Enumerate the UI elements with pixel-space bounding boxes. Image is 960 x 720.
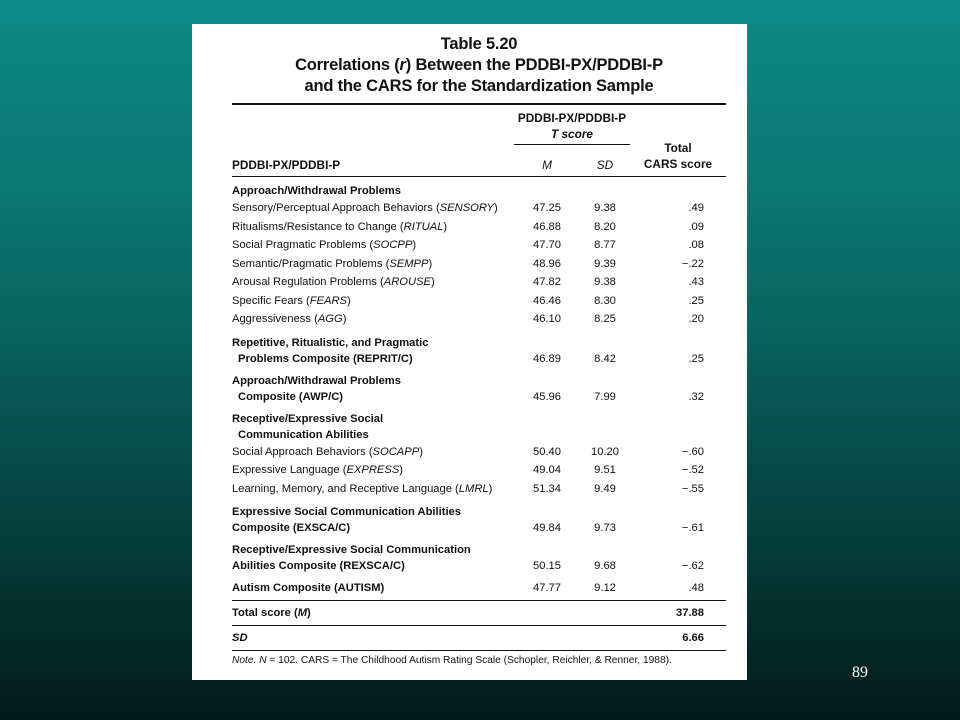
table-body (232, 177, 726, 596)
mean-value: 47.70 (533, 239, 561, 251)
column-header-table (232, 142, 726, 174)
correlation-value: .32 (688, 390, 704, 403)
row-label: Learning, Memory, and Receptive Language (LMRL) (232, 482, 493, 495)
sd-value: 6.66 (682, 632, 704, 644)
correlation-value: −.62 (681, 560, 704, 572)
totals-table (232, 601, 726, 625)
sd-value: 10.20 (591, 445, 619, 458)
table-container (232, 34, 726, 666)
correlation-value: .20 (688, 313, 704, 325)
composite-label: Expressive Social Communication Abilities (232, 506, 461, 518)
mean-value: 50.15 (533, 560, 561, 572)
sd-value: 9.73 (594, 522, 616, 534)
sd-value: 9.39 (594, 257, 616, 270)
correlation-value: −.55 (681, 482, 704, 495)
col-header-m: M (542, 157, 552, 172)
section-heading: Approach/Withdrawal Problems (232, 185, 401, 197)
composite-row (232, 373, 726, 389)
composite-label: Composite (EXSCA/C) (232, 522, 351, 534)
sd-value: 9.49 (594, 482, 616, 495)
correlation-value: .43 (688, 276, 704, 288)
sd-value: 9.68 (594, 560, 616, 572)
correlation-value: .49 (688, 202, 704, 214)
row-label: Expressive Language (EXPRESS) (232, 464, 404, 476)
sd-value: 8.25 (594, 313, 616, 325)
composite-label: Autism Composite (AUTISM) (232, 582, 385, 594)
table-caption-line-3: and the CARS for the Standardization Sample (304, 77, 654, 95)
composite-row (232, 389, 726, 405)
group-rule (514, 144, 630, 145)
section-heading: Receptive/Expressive Social (232, 412, 384, 425)
table-row (232, 218, 726, 237)
sd-value: 9.12 (594, 582, 616, 594)
sd-label: SD (232, 632, 248, 644)
col-header-total-2: CARS score (643, 157, 713, 171)
table-row (232, 461, 726, 480)
sd-table (232, 626, 726, 650)
row-label: Specific Fears (FEARS) (232, 294, 351, 307)
row-label: Aggressiveness (AGG) (232, 313, 347, 325)
table-note: Note. N = 102. CARS = The Childhood Autism Rating Scale (Schopler, Reichler, & Renner, 1988). (232, 655, 672, 666)
mean-value: 49.84 (533, 522, 561, 534)
mean-value: 47.25 (533, 202, 561, 214)
table-row (232, 443, 726, 462)
sd-value: 9.38 (594, 202, 616, 214)
table-row (232, 480, 726, 499)
mean-value: 46.89 (533, 352, 561, 365)
sd-row (232, 626, 726, 650)
table-caption-line-2: Correlations (r) Between the PDDBI-PX/PDDBI-P (295, 56, 663, 74)
sd-value: 8.30 (594, 294, 616, 307)
composite-row (232, 580, 726, 596)
row-header: PDDBI-PX/PDDBI-P (232, 157, 341, 172)
row-label: Ritualisms/Resistance to Change (RITUAL) (232, 220, 448, 233)
slide-number: 89 (852, 664, 868, 681)
row-label: Social Approach Behaviors (SOCAPP) (232, 445, 423, 458)
mean-value: 45.96 (533, 390, 561, 403)
correlation-value: −.22 (681, 257, 704, 270)
sd-value: 7.99 (594, 390, 616, 403)
composite-label: Repetitive, Ritualistic, and Pragmatic (232, 336, 429, 349)
composite-label: Approach/Withdrawal Problems (232, 374, 401, 387)
mean-value: 47.77 (533, 582, 561, 594)
table-row (232, 255, 726, 274)
table-title (232, 34, 726, 97)
composite-row (232, 335, 726, 351)
composite-row (232, 542, 726, 558)
section-heading: Communication Abilities (238, 428, 369, 441)
correlation-table (232, 105, 726, 142)
mean-value: 50.40 (533, 445, 561, 458)
col-header-total-1: Total (664, 141, 692, 155)
correlation-value: .25 (688, 352, 704, 365)
sd-value: 9.38 (594, 276, 616, 288)
group-header: PDDBI-PX/PDDBI-P (517, 111, 627, 125)
mean-value: 49.04 (533, 464, 561, 476)
table-row (232, 292, 726, 311)
correlation-value: −.61 (681, 522, 704, 534)
composite-row (232, 520, 726, 536)
col-header-sd: SD (596, 157, 614, 172)
group-subheader: T score (551, 127, 593, 141)
correlation-value: .25 (688, 294, 704, 307)
total-score-row: Total score (M) 37.88 (232, 601, 726, 625)
correlation-value: .09 (688, 220, 704, 233)
mean-value: 46.46 (533, 294, 561, 307)
mean-value: 47.82 (533, 276, 561, 288)
header-row-1 (232, 105, 726, 142)
correlation-value: −.60 (681, 445, 704, 458)
sd-value: 9.51 (594, 464, 616, 476)
sd-value: 8.77 (594, 239, 616, 251)
composite-label: Composite (AWP/C) (238, 390, 344, 403)
row-label: Social Pragmatic Problems (SOCPP) (232, 239, 417, 251)
mean-value: 46.10 (533, 313, 561, 325)
composite-row (232, 558, 726, 574)
mean-value: 48.96 (533, 257, 561, 270)
composite-row (232, 351, 726, 367)
total-score-value: 37.88 (676, 607, 704, 619)
table-row (232, 199, 726, 218)
row-label: Semantic/Pragmatic Problems (SEMPP) (232, 257, 433, 270)
bottom-rule (232, 650, 726, 651)
row-label: Arousal Regulation Problems (AROUSE) (232, 276, 435, 288)
composite-label: Abilities Composite (REXSCA/C) (232, 560, 405, 572)
mean-value: 46.88 (533, 220, 561, 233)
table-page (192, 24, 747, 680)
table-row (232, 273, 726, 292)
correlation-value: .48 (688, 582, 704, 594)
table-row (232, 310, 726, 329)
sd-value: 8.42 (594, 352, 616, 365)
composite-row (232, 504, 726, 520)
composite-label: Problems Composite (REPRIT/C) (238, 352, 413, 365)
mean-value: 51.34 (533, 482, 561, 495)
correlation-value: .08 (688, 239, 704, 251)
table-number: Table 5.20 (440, 35, 518, 53)
sd-value: 8.20 (594, 220, 616, 233)
table-row (232, 236, 726, 255)
row-label: Sensory/Perceptual Approach Behaviors (SENSORY) (232, 202, 498, 214)
correlation-value: −.52 (681, 464, 704, 476)
composite-label: Receptive/Expressive Social Communication (232, 544, 471, 556)
